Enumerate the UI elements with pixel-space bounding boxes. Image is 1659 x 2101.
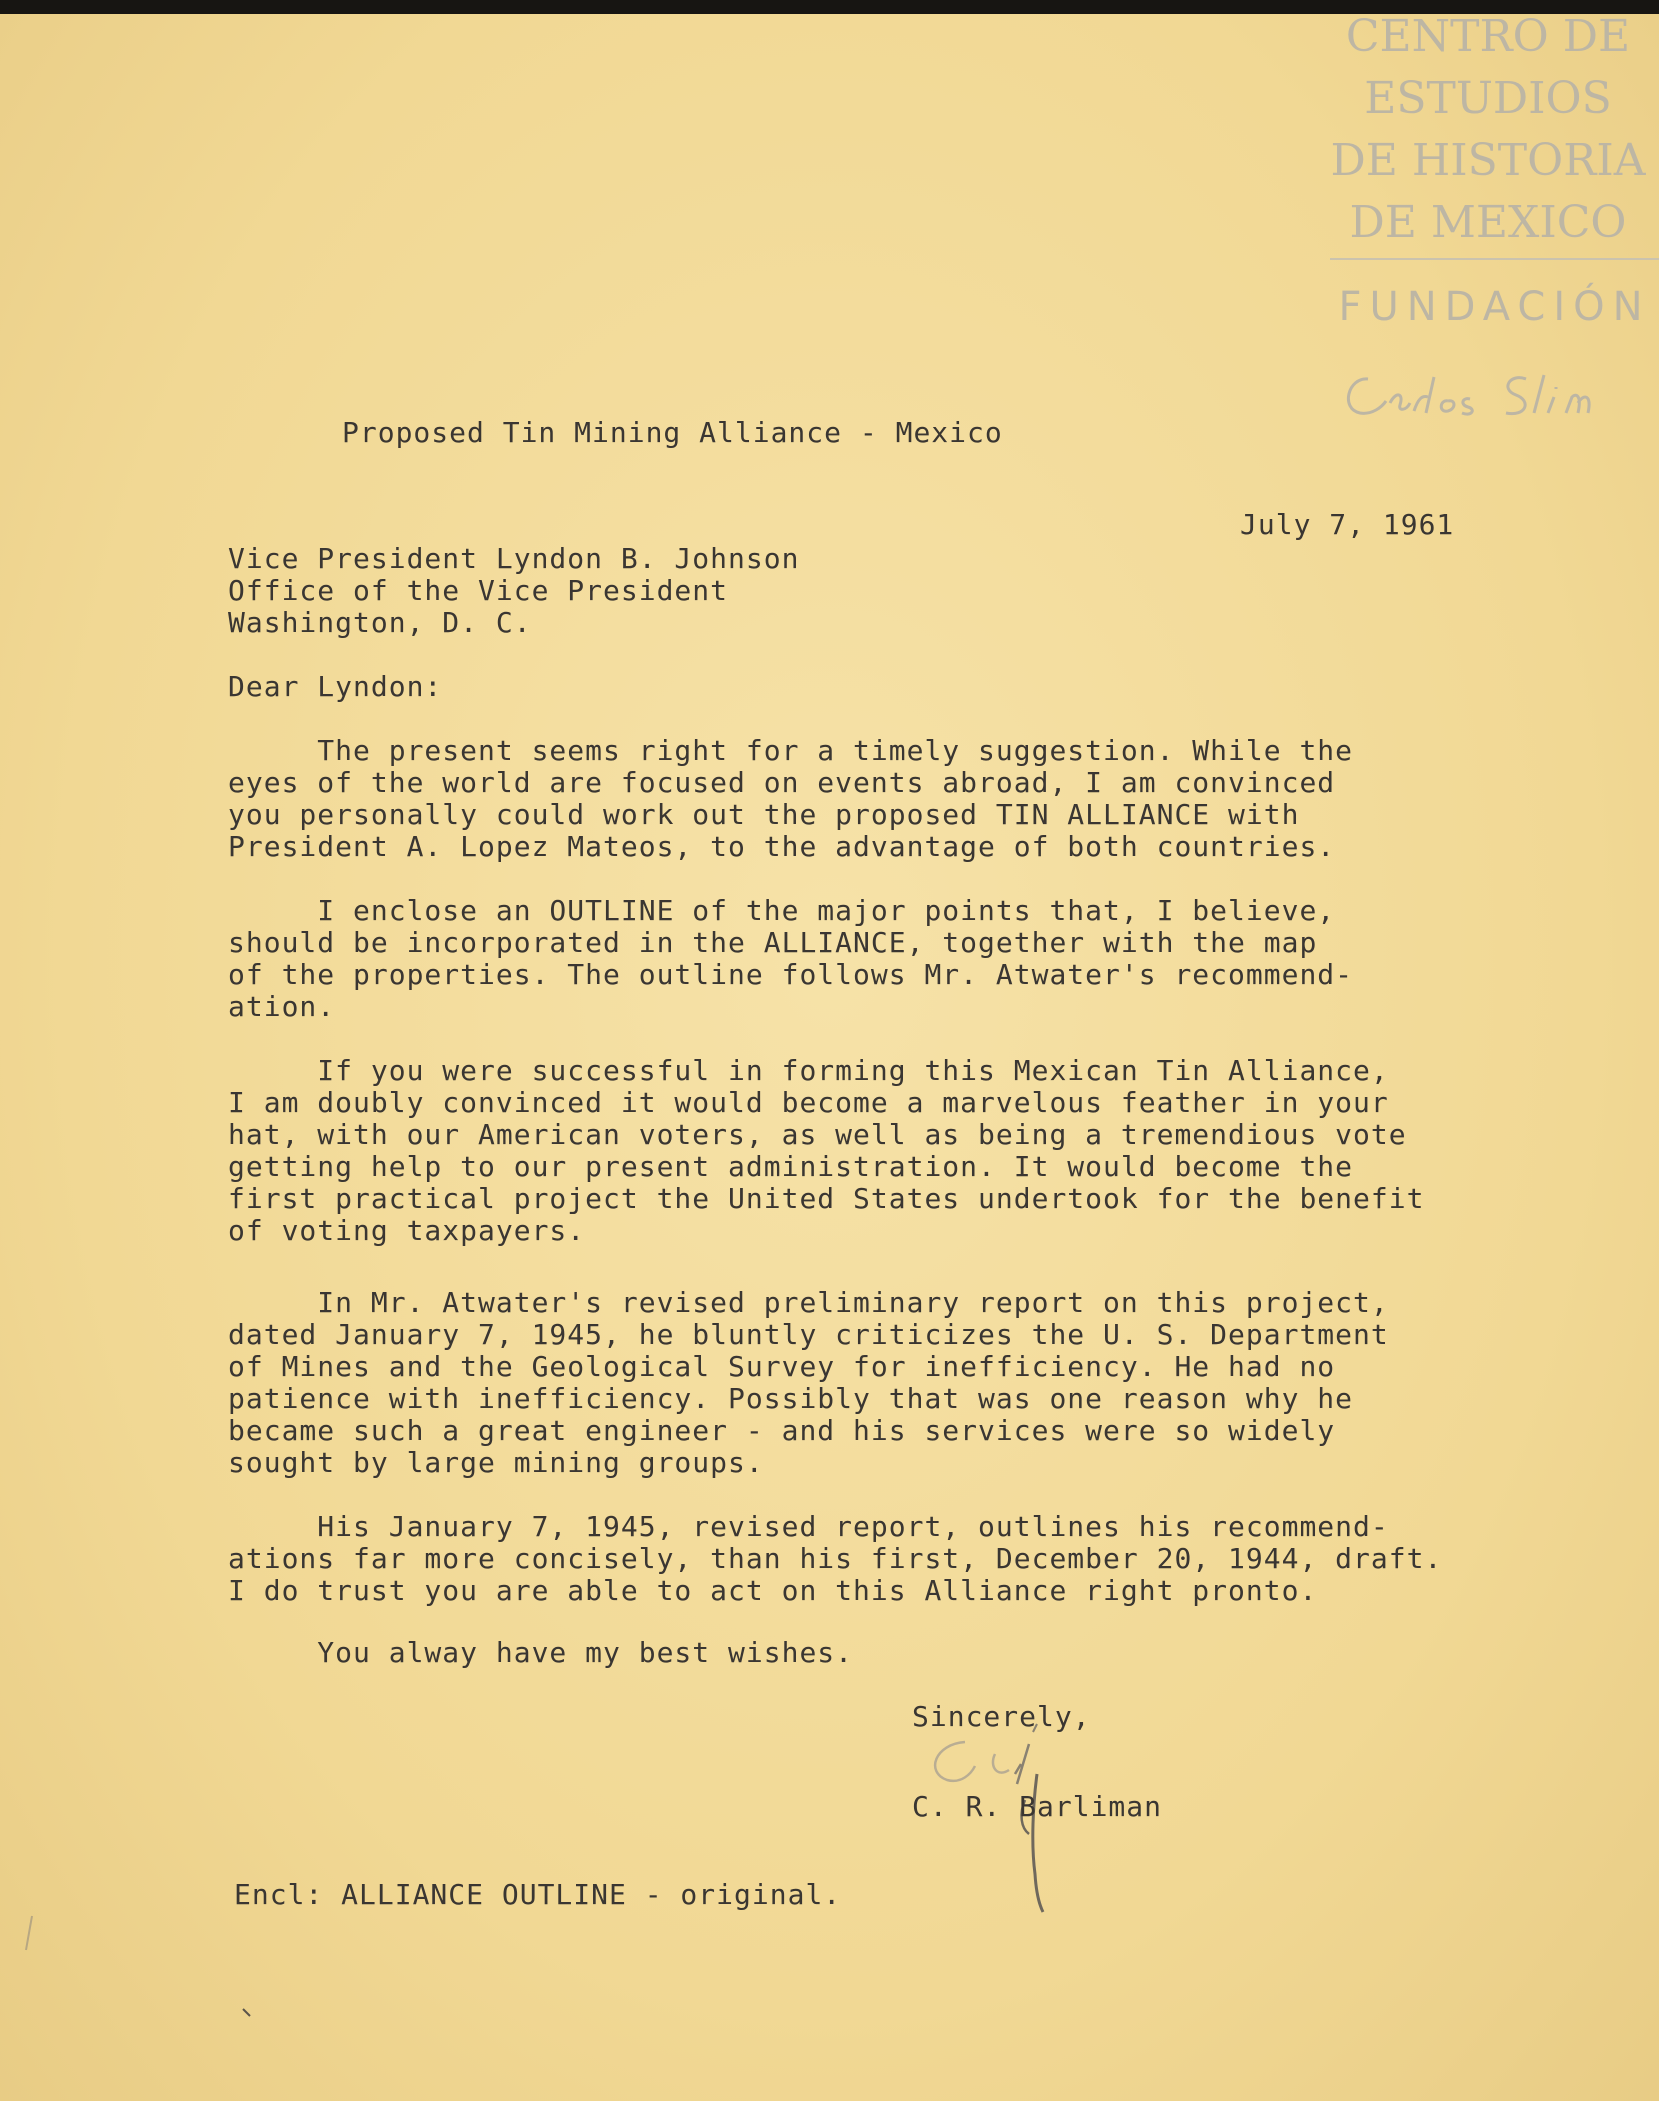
closing: Sincerely, [912,1700,1091,1733]
paragraph-line: His January 7, 1945, revised report, outlines his recommend- [228,1510,1389,1543]
watermark-foundation: FUNDACIÓN [1338,284,1651,330]
paragraph-line: ation. [228,990,336,1023]
paragraph-line: first practical project the United States undertook for the benefit [228,1182,1425,1215]
watermark-divider [1330,258,1659,260]
paragraph-line: The present seems right for a timely suggestion. While the [228,734,1354,767]
paragraph-line: I enclose an OUTLINE of the major points that, I believe, [228,894,1336,927]
paragraph-line: In Mr. Atwater's revised preliminary report on this project, [228,1286,1389,1319]
paragraph-line: of the properties. The outline follows Mr. Atwater's recommend- [228,958,1354,991]
letter-page [0,14,1659,2101]
address-line: Office of the Vice President [228,574,729,607]
scan-mark [22,1914,36,1954]
enclosure-note: Encl: ALLIANCE OUTLINE - original. [234,1878,842,1911]
salutation: Dear Lyndon: [228,670,443,703]
paragraph-line: I am doubly convinced it would become a marvelous feather in your [228,1086,1389,1119]
address-line: Washington, D. C. [228,606,532,639]
scan-mark [240,2006,254,2020]
paragraph-line: eyes of the world are focused on events abroad, I am convinced [228,766,1336,799]
paragraph-line: If you were successful in forming this Mexican Tin Alliance, [228,1054,1389,1087]
paragraph-line: getting help to our present administration. It would become the [228,1150,1354,1183]
watermark-line-3: DE HISTORIA [1330,135,1646,186]
watermark-line-4: DE MEXICO [1349,197,1627,248]
paragraph-line: you personally could work out the proposed TIN ALLIANCE with [228,798,1300,831]
paragraph-line: of Mines and the Geological Survey for inefficiency. He had no [228,1350,1336,1383]
paragraph-line: patience with inefficiency. Possibly that was one reason why he [228,1382,1354,1415]
paragraph-line: You alway have my best wishes. [228,1636,854,1669]
paragraph-line: of voting taxpayers. [228,1214,586,1247]
paragraph-line: hat, with our American voters, as well as being a tremendious vote [228,1118,1407,1151]
paragraph-line: sought by large mining groups. [228,1446,764,1479]
paragraph-line: became such a great engineer - and his services were so widely [228,1414,1336,1447]
watermark-signature-logo [1330,359,1659,429]
address-line: Vice President Lyndon B. Johnson [228,542,800,575]
paragraph-line: President A. Lopez Mateos, to the advantage of both countries. [228,830,1336,863]
paragraph-line: dated January 7, 1945, he bluntly criticizes the U. S. Department [228,1318,1389,1351]
letter-date: July 7, 1961 [1240,508,1455,541]
signer-name: C. R. Barliman [912,1790,1163,1823]
paragraph-line: I do trust you are able to act on this Alliance right pronto. [228,1574,1318,1607]
scan-top-edge [0,0,1659,14]
watermark-line-2: ESTUDIOS [1364,73,1612,124]
watermark-line-1: CENTRO DE [1345,14,1631,62]
paragraph-line: ations far more concisely, than his first, December 20, 1944, draft. [228,1542,1443,1575]
letter-subject: Proposed Tin Mining Alliance - Mexico [342,416,1003,449]
paragraph-line: should be incorporated in the ALLIANCE, together with the map [228,926,1318,959]
